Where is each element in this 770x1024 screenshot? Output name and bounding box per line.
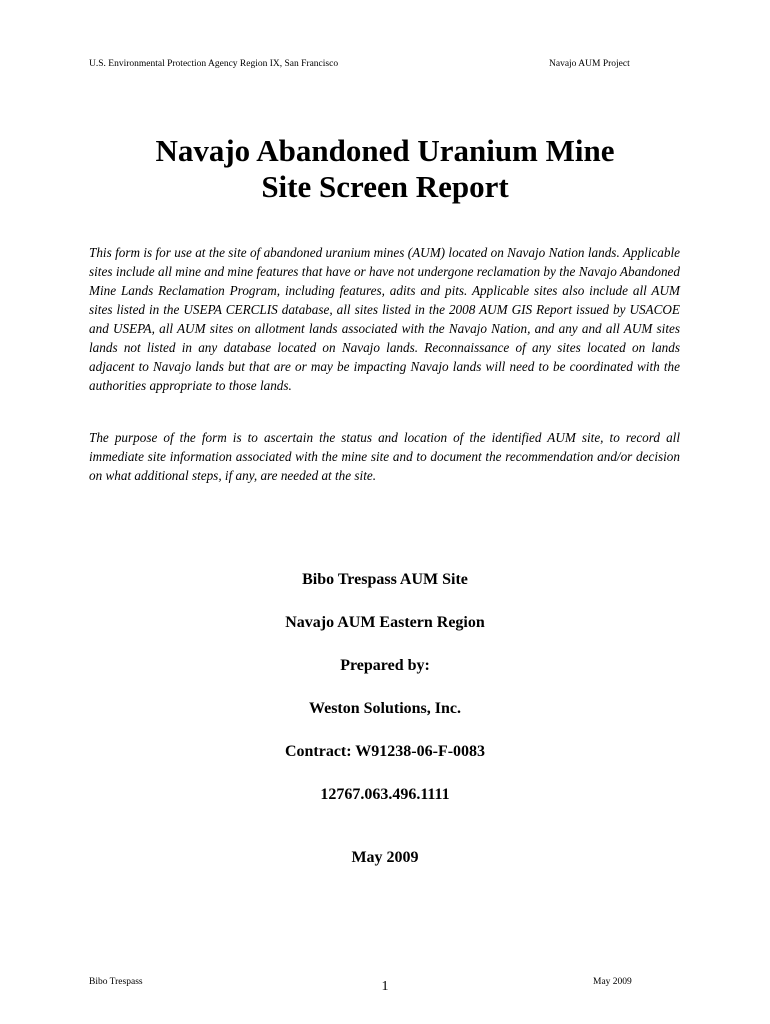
preparer-name: Weston Solutions, Inc. (308, 700, 462, 717)
title-line-2: Site Screen Report (261, 169, 509, 204)
region-name: Navajo AUM Eastern Region (285, 614, 485, 631)
page-number: 1 (381, 979, 389, 994)
report-date: May 2009 (351, 849, 419, 866)
site-name: Bibo Trespass AUM Site (302, 571, 468, 588)
contract-number: Contract: W91238-06-F-0083 (284, 743, 486, 760)
intro-paragraph-purpose: The purpose of the form is to ascertain the status and location of the identified AUM site, to record all immediate site information associated with the mine site and to document the recommendation and/or decision on what additional steps, if any, are needed at the site. (89, 430, 680, 483)
page-title (0, 133, 770, 205)
footer-site: Bibo Trespass (89, 977, 143, 987)
header-agency: U.S. Environmental Protection Agency Region IX, San Francisco (89, 59, 339, 69)
footer-date: May 2009 (593, 977, 632, 987)
project-number: 12767.063.496.1111 (320, 786, 450, 803)
prepared-by-label: Prepared by: (340, 657, 430, 674)
intro-paragraph-scope: This form is for use at the site of abandoned uranium mines (AUM) located on Navajo Nation lands. Applicable sites include all mine and mine features that have or have not undergone reclamation by the Navajo Abandoned Mine Lands Reclamation Program, including features, adits and pits. Applicable sites also include all AUM sites listed in the USEPA CERCLIS database, all sites listed in the 2008 AUM GIS Report issued by USACOE and USEPA, all AUM sites on allotment lands associated with the Navajo Nation, and any and all AUM sites lands not listed in any database located on Navajo lands. Reconnaissance of any sites located on lands adjacent to Navajo lands but that are or may be impacting Navajo lands will need to be coordinated with the authorities appropriate to those lands. (89, 245, 680, 393)
header-project: Navajo AUM Project (549, 59, 630, 69)
title-line-1: Navajo Abandoned Uranium Mine (155, 133, 615, 168)
